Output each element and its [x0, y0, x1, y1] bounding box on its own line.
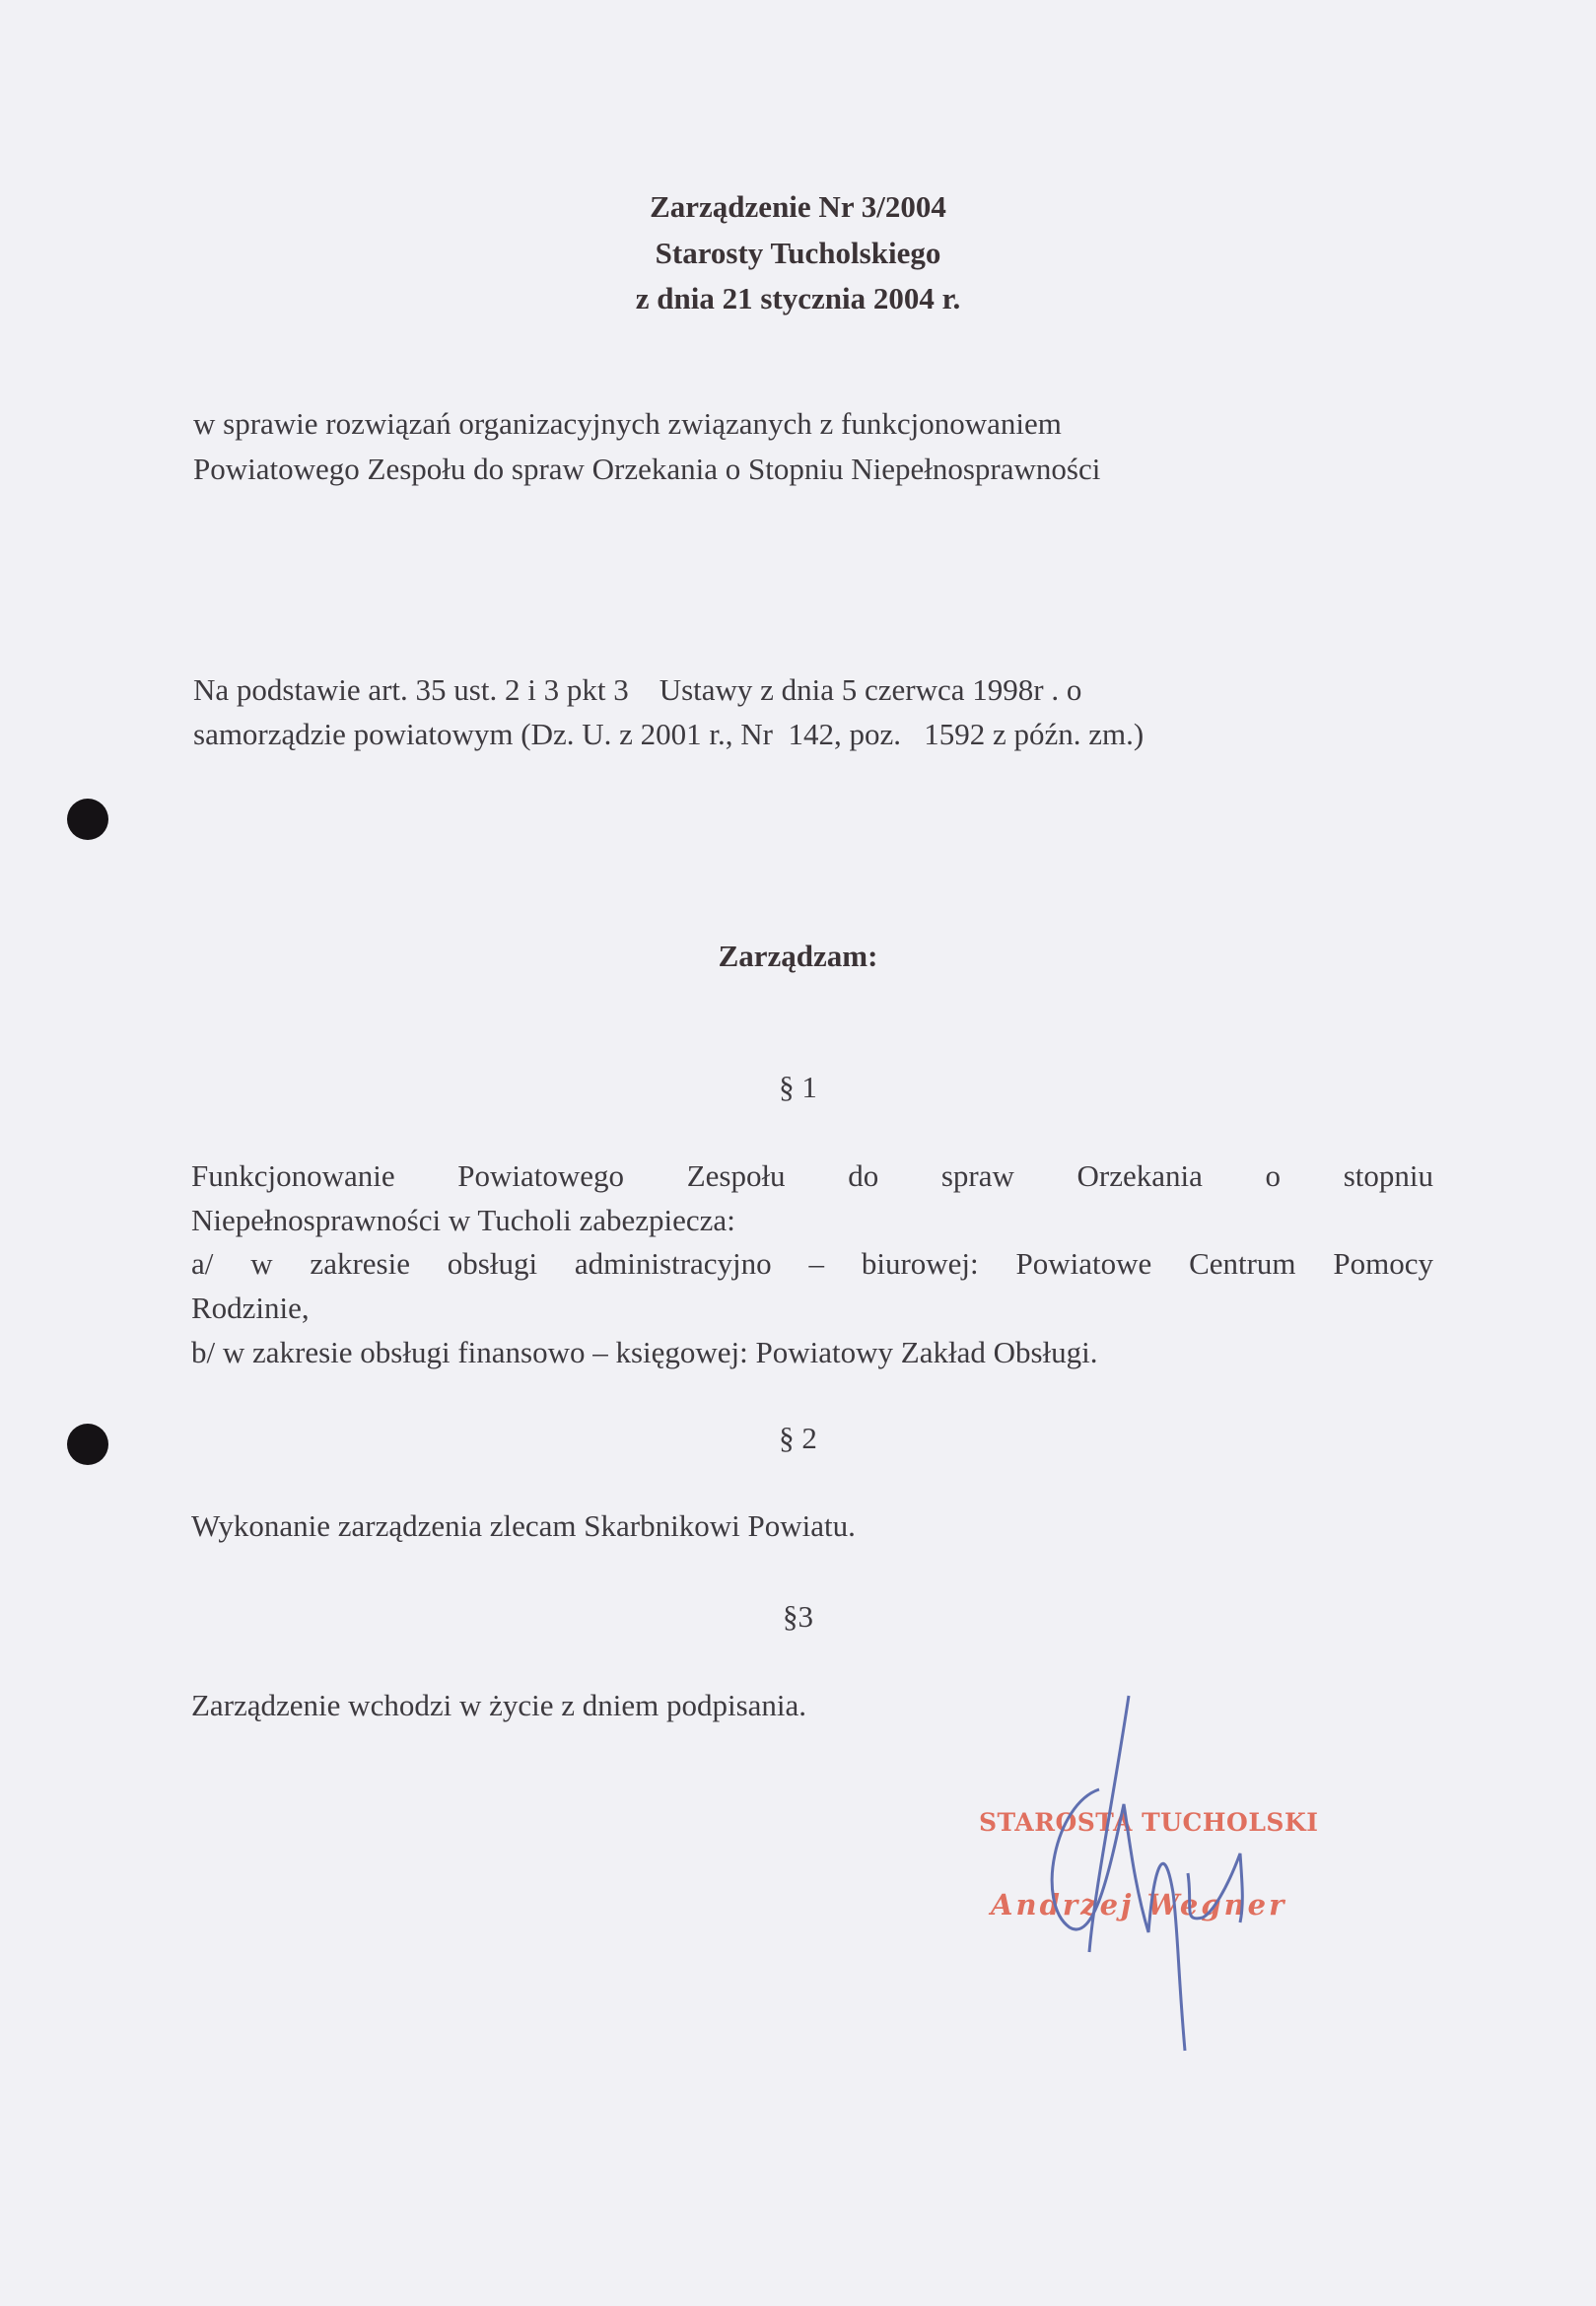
section-2-mark: § 2 — [779, 1421, 817, 1455]
document-title: Zarządzenie Nr 3/2004 — [650, 189, 946, 224]
legal-basis-line-2: samorządzie powiatowym (Dz. U. z 2001 r., Nr 142, poz. 1592 z późn. zm.) — [193, 717, 1145, 751]
stamp-name: Andrzej Wegner — [991, 1888, 1287, 1922]
section-1-line-2: Niepełnosprawności w Tucholi zabezpiecza: — [191, 1203, 735, 1237]
signature-stroke-1 — [1089, 1696, 1129, 1952]
subject-line-2: Powiatowego Zespołu do spraw Orzekania o Stopniu Niepełnosprawności — [193, 452, 1101, 486]
legal-basis-line-1: Na podstawie art. 35 ust. 2 i 3 pkt 3 Ustawy z dnia 5 czerwca 1998r . o — [193, 672, 1082, 707]
signature — [1015, 1676, 1291, 2061]
section-1-item-b: b/ w zakresie obsługi finansowo – księgowej: Powiatowy Zakład Obsługi. — [191, 1335, 1098, 1369]
section-2-text: Wykonanie zarządzenia zlecam Skarbnikowi Powiatu. — [191, 1508, 856, 1543]
section-1-item-a: a/ w zakresie obsługi administracyjno – biurowej: Powiatowe Centrum Pomocy — [191, 1246, 1433, 1281]
section-1-line-1: Funkcjonowanie Powiatowego Zespołu do spraw Orzekania o stopniu — [191, 1158, 1433, 1193]
document-date: z dnia 21 stycznia 2004 r. — [635, 281, 961, 315]
decree-heading: Zarządzam: — [718, 939, 878, 973]
punch-hole-top — [67, 799, 108, 840]
signature-stroke-2 — [1052, 1789, 1185, 2051]
signature-stroke-3 — [1188, 1853, 1242, 1922]
subject-line-1: w sprawie rozwiązań organizacyjnych związanych z funkcjonowaniem — [193, 406, 1062, 441]
stamp-title: STAROSTA TUCHOLSKI — [979, 1808, 1319, 1837]
document-issuer: Starosty Tucholskiego — [655, 236, 941, 270]
section-1-item-a-cont: Rodzinie, — [191, 1291, 310, 1325]
section-3-text: Zarządzenie wchodzi w życie z dniem podpisania. — [191, 1688, 807, 1722]
section-1-mark: § 1 — [779, 1070, 817, 1104]
section-3-mark: §3 — [783, 1599, 813, 1634]
